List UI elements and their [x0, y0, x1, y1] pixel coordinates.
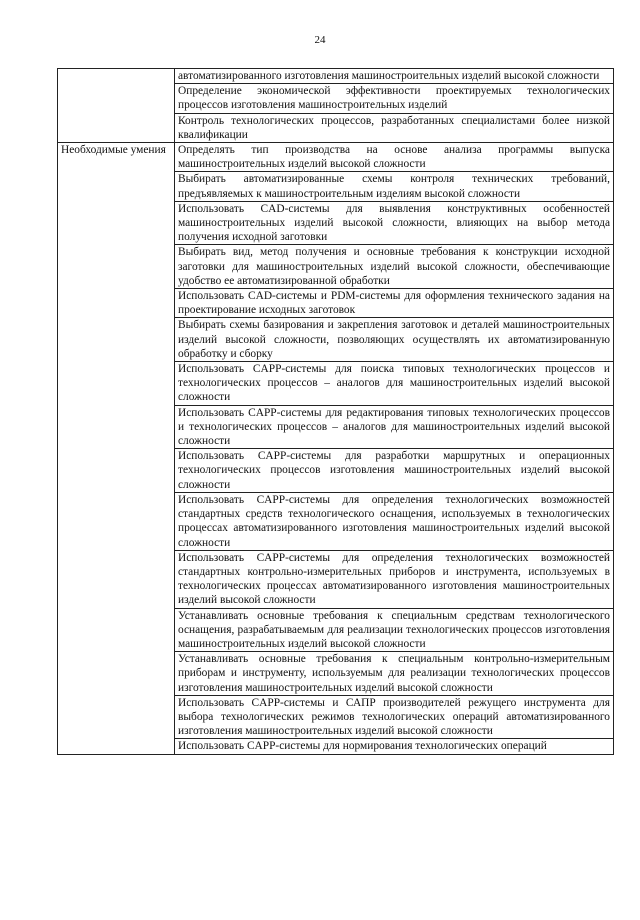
description-cell: Устанавливать основные требования к специальным средствам технологического оснащения, разрабатываемым для реализации технологических процессов изготовления машиностроительных изделий высокой сложности	[175, 608, 614, 652]
description-cell: Определение экономической эффективности проектируемых технологических процессов изготовления машиностроительных изделий	[175, 84, 614, 113]
description-cell: Использовать CAPP-системы для определения технологических возможностей стандартных средств технологического оснащения, используемых в технологических процессах автоматизированного изготовления машиностроительных изделий высокой сложности	[175, 492, 614, 550]
description-cell: Использовать CAD-системы для выявления конструктивных особенностей машиностроительных изделий высокой сложности, влияющих на выбор метода получения исходной заготовки	[175, 201, 614, 245]
category-cell	[58, 69, 175, 143]
description-cell: Устанавливать основные требования к специальным контрольно-измерительным приборам и инструменту, используемым для реализации технологических процессов изготовления машиностроительных изделий высокой сложности	[175, 652, 614, 696]
table-row	[58, 69, 614, 84]
description-cell: Выбирать автоматизированные схемы контроля технических требований, предъявляемых к машиностроительным изделиям высокой сложности	[175, 172, 614, 201]
description-cell: Использовать CAPP-системы для поиска типовых технологических процессов и технологических процессов – аналогов для машиностроительных изделий высокой сложности	[175, 362, 614, 406]
description-cell: Использовать CAPP-системы для разработки маршрутных и операционных технологических процессов изготовления машиностроительных изделий высокой сложности	[175, 449, 614, 493]
description-cell: Использовать CAD-системы и PDM-системы для оформления технического задания на проектирование исходных заготовок	[175, 289, 614, 318]
description-cell: Использовать CAPP-системы и САПР производителей режущего инструмента для выбора технологических режимов технологических операций автоматизированного изготовления машиностроительных изделий высокой сложности	[175, 695, 614, 739]
description-cell: Выбирать схемы базирования и закрепления заготовок и деталей машиностроительных изделий высокой сложности, позволяющих осуществлять их автоматизированную обработку и сборку	[175, 318, 614, 362]
description-cell: автоматизированного изготовления машиностроительных изделий высокой сложности	[175, 69, 614, 84]
description-cell: Выбирать вид, метод получения и основные требования к конструкции исходной заготовки для машиностроительных изделий высокой сложности, обеспечивающие удобство ее автоматизированной обработки	[175, 245, 614, 289]
page-number: 24	[314, 34, 326, 46]
description-cell: Использовать CAPP-системы для определения технологических возможностей стандартных контрольно-измерительных приборов и инструмента, используемых в технологических процессах автоматизированного изготовления машиностроительных изделий высокой сложности	[175, 550, 614, 608]
requirements-table	[57, 68, 614, 755]
description-cell: Контроль технологических процессов, разработанных специалистами более низкой квалификации	[175, 113, 614, 142]
description-cell: Использовать CAPP-системы для нормирования технологических операций	[175, 739, 614, 754]
description-cell: Определять тип производства на основе анализа программы выпуска машиностроительных изделий высокой сложности	[175, 143, 614, 172]
description-cell: Использовать CAPP-системы для редактирования типовых технологических процессов и технологических процессов – аналогов для машиностроительных изделий высокой сложности	[175, 405, 614, 449]
table-row	[58, 143, 614, 172]
category-cell: Необходимые умения	[58, 143, 175, 755]
